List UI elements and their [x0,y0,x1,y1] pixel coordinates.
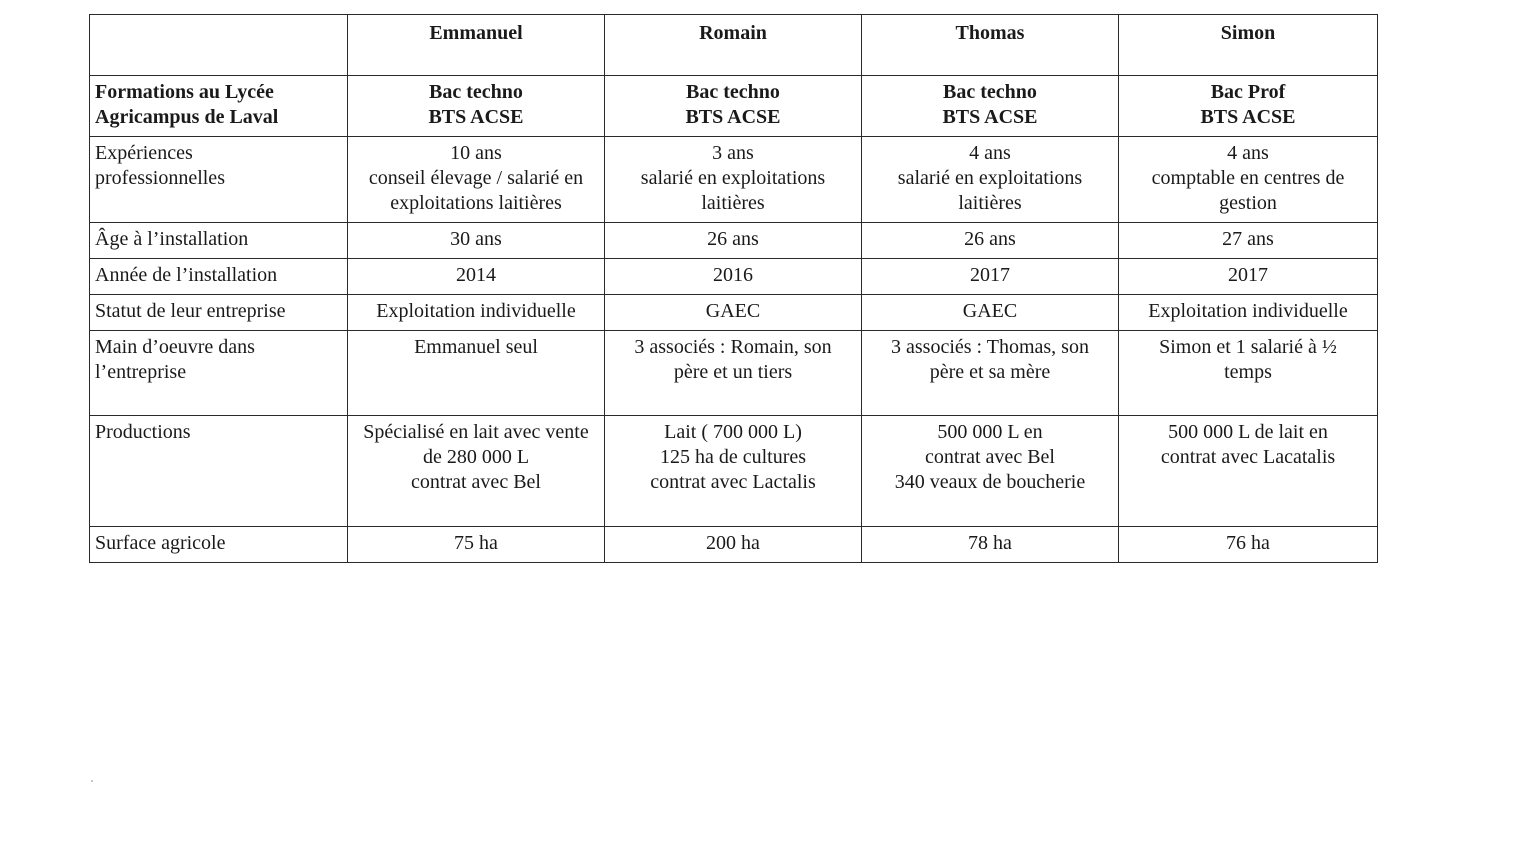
cell-surface-romain [605,527,862,563]
cell-annee-thomas [862,259,1119,295]
table-row-formations [90,76,1378,137]
cell-line: 30 ans [450,228,502,250]
comparison-table [89,14,1378,563]
cell-line: 200 ha [706,532,760,554]
cell-experiences-romain [605,137,862,223]
row-label-formations [90,76,348,137]
row-label-surface [90,527,348,563]
cell-age-simon [1119,223,1378,259]
cell-line: 2017 [1228,264,1268,286]
cell-annee-simon [1119,259,1378,295]
cell-line: père et un tiers [673,361,793,383]
cell-statut-simon [1119,295,1378,331]
label-line: Main d’oeuvre dans [95,336,255,358]
cell-main-oeuvre-simon [1119,331,1378,416]
header-empty-cell [90,15,348,76]
header-emmanuel: Emmanuel [348,15,605,76]
row-label-experiences [90,137,348,223]
cell-line: BTS ACSE [428,106,524,128]
cell-line: Bac Prof [1210,81,1286,103]
cell-line: 75 ha [454,532,498,554]
cell-annee-emmanuel [348,259,605,295]
label-line: Surface agricole [95,532,226,554]
table-row-main-oeuvre [90,331,1378,416]
cell-line: Exploitation individuelle [376,300,576,322]
cell-line: Emmanuel seul [414,336,538,358]
cell-line: salarié en exploitations [640,167,826,189]
cell-line: comptable en centres de [1151,167,1345,189]
table-row-productions [90,416,1378,527]
row-label-main-oeuvre [90,331,348,416]
cell-experiences-emmanuel [348,137,605,223]
scan-speck [91,780,93,782]
cell-line: conseil élevage / salarié en [368,167,584,189]
cell-line: GAEC [962,300,1018,322]
cell-line: gestion [1219,192,1277,214]
cell-statut-emmanuel [348,295,605,331]
cell-surface-simon [1119,527,1378,563]
label-line: Expériences [95,142,193,164]
cell-line: Simon et 1 salarié à ½ [1159,336,1337,358]
cell-age-emmanuel [348,223,605,259]
label-line: Statut de leur entreprise [95,300,286,322]
cell-line: GAEC [705,300,761,322]
cell-productions-thomas [862,416,1119,527]
table-row-surface [90,527,1378,563]
cell-line: 2016 [713,264,753,286]
cell-line: Bac techno [686,81,780,103]
cell-line: 4 ans [1227,142,1269,164]
cell-productions-emmanuel [348,416,605,527]
cell-line: Bac techno [943,81,1037,103]
cell-line: 26 ans [707,228,759,250]
cell-line: 3 ans [712,142,754,164]
cell-age-thomas [862,223,1119,259]
cell-annee-romain [605,259,862,295]
cell-line: temps [1224,361,1272,383]
cell-line: 10 ans [450,142,502,164]
cell-line: 4 ans [969,142,1011,164]
label-line: Productions [95,421,191,443]
cell-formations-thomas [862,76,1119,137]
header-simon: Simon [1119,15,1378,76]
cell-productions-romain [605,416,862,527]
cell-age-romain [605,223,862,259]
cell-main-oeuvre-thomas [862,331,1119,416]
cell-line: contrat avec Bel [411,471,541,493]
cell-main-oeuvre-emmanuel [348,331,605,416]
cell-line: 125 ha de cultures [659,446,807,468]
cell-surface-emmanuel [348,527,605,563]
cell-line: de 280 000 L [422,446,530,468]
cell-line: 500 000 L de lait en [1168,421,1328,443]
table-header-row [90,15,1378,76]
cell-line: laitières [958,192,1022,214]
label-line: l’entreprise [95,361,187,383]
cell-line: 26 ans [964,228,1016,250]
label-line: Agricampus de Laval [95,106,279,128]
header-thomas: Thomas [862,15,1119,76]
cell-line: Spécialisé en lait avec vente [363,421,589,443]
row-label-statut [90,295,348,331]
label-line: Âge à l’installation [95,228,249,250]
label-line: Année de l’installation [95,264,278,286]
cell-line: contrat avec Bel [925,446,1055,468]
cell-line: Exploitation individuelle [1148,300,1348,322]
table-row-experiences [90,137,1378,223]
comparison-table-sheet [89,14,1377,563]
cell-surface-thomas [862,527,1119,563]
cell-line: exploitations laitières [390,192,562,214]
cell-line: 340 veaux de boucherie [894,471,1086,493]
cell-line: Lait ( 700 000 L) [664,421,802,443]
cell-formations-emmanuel [348,76,605,137]
row-label-annee [90,259,348,295]
header-romain: Romain [605,15,862,76]
cell-line: 3 associés : Thomas, son [891,336,1089,358]
cell-line: 27 ans [1222,228,1274,250]
cell-line: 2014 [456,264,496,286]
cell-main-oeuvre-romain [605,331,862,416]
cell-line: BTS ACSE [1200,106,1296,128]
cell-line: 78 ha [968,532,1012,554]
label-line: Formations au Lycée [95,81,274,103]
cell-line: 76 ha [1226,532,1270,554]
cell-line: BTS ACSE [942,106,1038,128]
cell-formations-simon [1119,76,1378,137]
table-row-statut [90,295,1378,331]
cell-statut-romain [605,295,862,331]
label-line: professionnelles [95,167,225,189]
cell-line: laitières [701,192,765,214]
cell-line: contrat avec Lacatalis [1160,446,1336,468]
cell-line: contrat avec Lactalis [650,471,816,493]
cell-line: père et sa mère [929,361,1051,383]
row-label-productions [90,416,348,527]
cell-experiences-simon [1119,137,1378,223]
cell-line: Bac techno [429,81,523,103]
cell-experiences-thomas [862,137,1119,223]
table-row-annee [90,259,1378,295]
cell-line: 500 000 L en [937,421,1043,443]
row-label-age [90,223,348,259]
cell-productions-simon [1119,416,1378,527]
cell-line: BTS ACSE [685,106,781,128]
cell-line: salarié en exploitations [897,167,1083,189]
cell-line: 3 associés : Romain, son [634,336,832,358]
cell-formations-romain [605,76,862,137]
table-row-age [90,223,1378,259]
cell-line: 2017 [970,264,1010,286]
cell-statut-thomas [862,295,1119,331]
